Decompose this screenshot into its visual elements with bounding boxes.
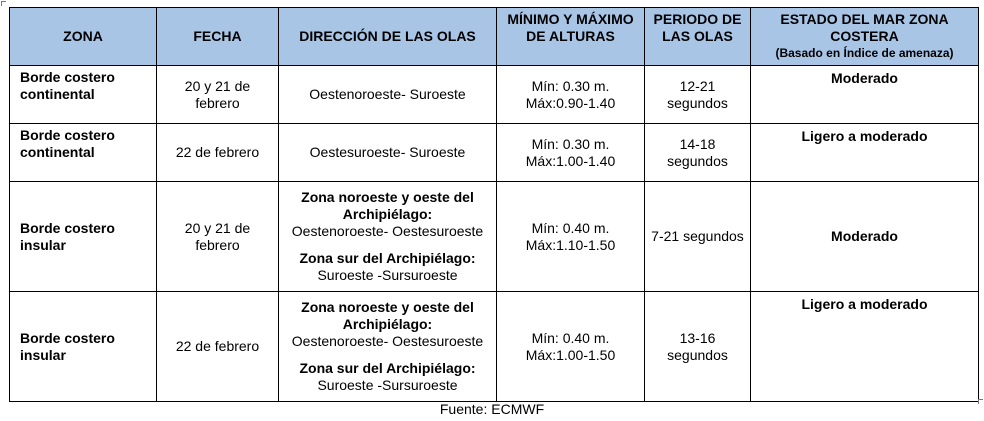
- source-caption: Fuente: ECMWF: [439, 401, 545, 417]
- cell-alturas: [497, 66, 645, 124]
- zona-a-direction: Oestenoroeste- Oestesuroeste: [291, 223, 484, 239]
- cell-periodo: 13-16 segundos: [645, 292, 751, 402]
- cell-alturas: [497, 124, 645, 182]
- header-alturas: MÍNIMO Y MÁXIMO DE ALTURAS: [497, 8, 645, 66]
- cell-alturas: [497, 292, 645, 402]
- cell-max: Máx:1.10-1.50: [525, 236, 616, 253]
- cell-fecha: 20 y 21 de febrero: [157, 66, 279, 124]
- zona-a-direction: Oestenoroeste- Oestesuroeste: [291, 333, 484, 349]
- cell-zona: Borde costero insular: [10, 292, 157, 402]
- table-row: [10, 66, 979, 124]
- cell-max: Máx:1.00-1.40: [525, 152, 616, 169]
- table-header: [10, 8, 979, 66]
- cell-min: Mín: 0.40 m.: [531, 219, 610, 236]
- header-zona: ZONA: [10, 8, 157, 66]
- cell-direccion: [279, 292, 497, 402]
- cell-fecha: 20 y 21 de febrero: [157, 182, 279, 292]
- cell-periodo: 7-21 segundos: [645, 182, 751, 292]
- cell-direccion: Oestenoroeste- Suroeste: [279, 66, 497, 124]
- header-direccion: DIRECCIÓN DE LAS OLAS: [279, 8, 497, 66]
- cell-zona: Borde costero continental: [10, 124, 157, 182]
- zona-b-direction: Suroeste -Sursuroeste: [317, 377, 458, 393]
- zona-b-title: Zona sur del Archipiélago:: [299, 250, 476, 266]
- table-row: [10, 182, 979, 292]
- cell-periodo: 12-21 segundos: [645, 66, 751, 124]
- cell-direccion: [279, 182, 497, 292]
- cell-max: Máx:0.90-1.40: [525, 94, 616, 111]
- wave-forecast-table: [9, 7, 979, 402]
- table-row: [10, 124, 979, 182]
- cell-zona: Borde costero insular: [10, 182, 157, 292]
- zona-b-direction: Suroeste -Sursuroeste: [317, 267, 458, 283]
- cell-direccion: Oestesuroeste- Suroeste: [279, 124, 497, 182]
- header-fecha: FECHA: [157, 8, 279, 66]
- corner-mark: [1, 1, 6, 6]
- cell-min: Mín: 0.30 m.: [531, 77, 610, 94]
- cell-estado: Ligero a moderado: [751, 124, 979, 182]
- cell-fecha: 22 de febrero: [157, 292, 279, 402]
- table-row: [10, 292, 979, 402]
- cell-max: Máx:1.00-1.50: [525, 346, 616, 363]
- header-row: [10, 8, 979, 66]
- zona-b-title: Zona sur del Archipiélago:: [299, 360, 476, 376]
- zona-a-title: Zona noroeste y oeste del Archipiélago:: [301, 189, 474, 222]
- cell-estado: Moderado: [751, 182, 979, 292]
- cell-estado: Moderado: [751, 66, 979, 124]
- header-estado: [751, 8, 979, 66]
- cell-fecha: 22 de febrero: [157, 124, 279, 182]
- cell-min: Mín: 0.40 m.: [531, 329, 610, 346]
- table-body: [10, 66, 979, 402]
- cell-alturas: [497, 182, 645, 292]
- cell-zona: Borde costero continental: [10, 66, 157, 124]
- zona-a-title: Zona noroeste y oeste del Archipiélago:: [301, 299, 474, 332]
- cell-min: Mín: 0.30 m.: [531, 135, 610, 152]
- corner-mark: [978, 399, 983, 404]
- header-estado-subtitle: (Basado en Índice de amenaza): [775, 46, 954, 60]
- cell-estado: Ligero a moderado: [751, 292, 979, 402]
- header-estado-title: ESTADO DEL MAR ZONA COSTERA: [780, 11, 949, 44]
- header-periodo: PERIODO DE LAS OLAS: [645, 8, 751, 66]
- cell-periodo: 14-18 segundos: [645, 124, 751, 182]
